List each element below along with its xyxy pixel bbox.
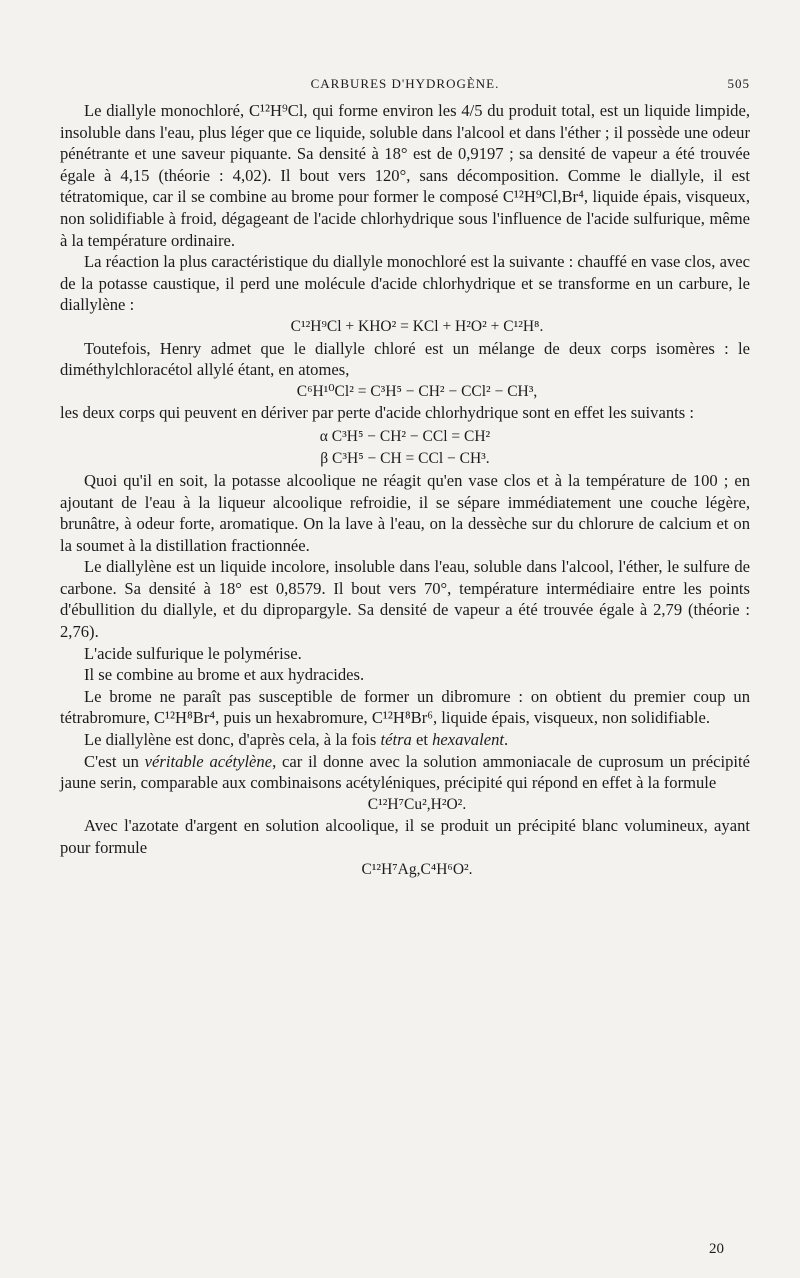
italic-tetra: tétra <box>380 730 412 750</box>
signature-number: 20 <box>709 1241 724 1257</box>
text-segment: Le diallylène est donc, d'après cela, à la fois <box>84 730 381 750</box>
formula-isomers <box>60 426 750 470</box>
formula-dimethylchloracetol: C⁶H¹⁰Cl² = C³H⁵ − CH² − CCl² − CH³, <box>296 382 538 400</box>
running-title: CARBURES D'HYDROGÈNE. <box>310 76 500 91</box>
paragraph-tetrabromide: Le brome ne paraît pas susceptible de former un dibromure : on obtient du premier coup un tétrabromure, C¹²H⁸Br⁴, puis un hexabromure, C¹²H⁸Br⁶, liquide épais, visqueux, non solidifiable. <box>60 686 750 728</box>
paragraph-valence <box>60 729 750 751</box>
page-body <box>60 100 750 880</box>
italic-veritable-acetylene: véritable acétylène <box>144 751 273 771</box>
paragraph-sulfuric-acid: L'acide sulfurique le polymérise. <box>84 643 302 663</box>
page-number: 505 <box>727 76 750 91</box>
paragraph-characteristic-reaction: La réaction la plus caractéristique du diallyle monochloré est la suivante : chauffé en vase clos, avec de la potasse caustique, il perd une molécule d'acide chlorhydrique et se transforme en un carbure, le diallylène : <box>60 252 750 315</box>
italic-hexavalent: hexavalent <box>432 730 504 750</box>
paragraph-two-bodies: les deux corps qui peuvent en dériver par perte d'acide chlorhydrique sont en effet les suivants : <box>60 403 694 423</box>
paragraph-henry-isomers: Toutefois, Henry admet que le diallyle chloré est un mélange de deux corps isomères : le diméthylchloracétol allylé étant, en atomes, <box>60 338 750 380</box>
formula-copper-compound: C¹²H⁷Cu²,H²O². <box>367 795 467 813</box>
formula-alpha: α C³H⁵ − CH² − CCl = CH² <box>319 427 491 445</box>
paragraph-bromine-hydracids: Il se combine au brome et aux hydracides. <box>84 665 365 685</box>
text-segment: . <box>503 730 509 750</box>
running-header <box>60 76 750 96</box>
paragraph-true-acetylene <box>60 751 750 794</box>
formula-silver-compound: C¹²H⁷Ag,C⁴H⁶O². <box>361 860 473 878</box>
paragraph-alcoholic-potash: Quoi qu'il en soit, la potasse alcoolique ne réagit qu'en vase clos et à la température de 100 ; en ajoutant de l'eau à la liqueur alcoolique refroidie, il se sépare immédiatement une couche légère, brunâtre, à odeur forte, aromatique. On la lave à l'eau, on la dessèche sur du chlorure de calcium et on la soumet à la distillation fractionnée. <box>60 470 750 555</box>
text-segment: et <box>411 730 433 750</box>
formula-diallylene-reaction: C¹²H⁹Cl + KHO² = KCl + H²O² + C¹²H⁸. <box>290 317 544 335</box>
formula-beta: β C³H⁵ − CH = CCl − CH³. <box>320 449 490 467</box>
paragraph-silver-nitrate: Avec l'azotate d'argent en solution alcoolique, il se produit un précipité blanc volumineux, ayant pour formule <box>60 816 750 857</box>
paragraph-monochlorinated-diallyl: Le diallyle monochloré, C¹²H⁹Cl, qui forme environ les 4/5 du produit total, est un liquide limpide, insoluble dans l'eau, plus léger que ce liquide, soluble dans l'alcool et dans l'éther ; il possède une odeur pénétrante et une saveur piquante. Sa densité à 18° est de 0,9197 ; sa densité de vapeur a été trouvée égale à 4,15 (théorie : 4,02). Il bout vers 120°, sans décomposition. Comme le diallyle, il est tétratomique, car il se combine au brome pour former le composé C¹²H⁹Cl,Br⁴, liquide épais, visqueux, non solidifiable à froid, dégageant de l'acide chlorhydrique sous l'influence de l'acide sulfurique, même à la température ordinaire. <box>60 101 750 250</box>
text-segment: , car il donne avec la solution ammoniacale de cuprosum un précipité jaune serin, comparable aux combinaisons acétyléniques, précipité qui répond en effet à la formule <box>60 751 750 793</box>
text-segment: C'est un <box>84 751 145 771</box>
paragraph-diallylene-properties: Le diallylène est un liquide incolore, insoluble dans l'eau, soluble dans l'alcool, l'éther, le sulfure de carbone. Sa densité à 18° est 0,8579. Il bout vers 70°, température intermédiaire entre les points d'ébullition du diallyle, et du dipropargyle. Sa densité de vapeur a été trouvée égale à 2,79 (théorie : 2,76). <box>60 557 750 642</box>
